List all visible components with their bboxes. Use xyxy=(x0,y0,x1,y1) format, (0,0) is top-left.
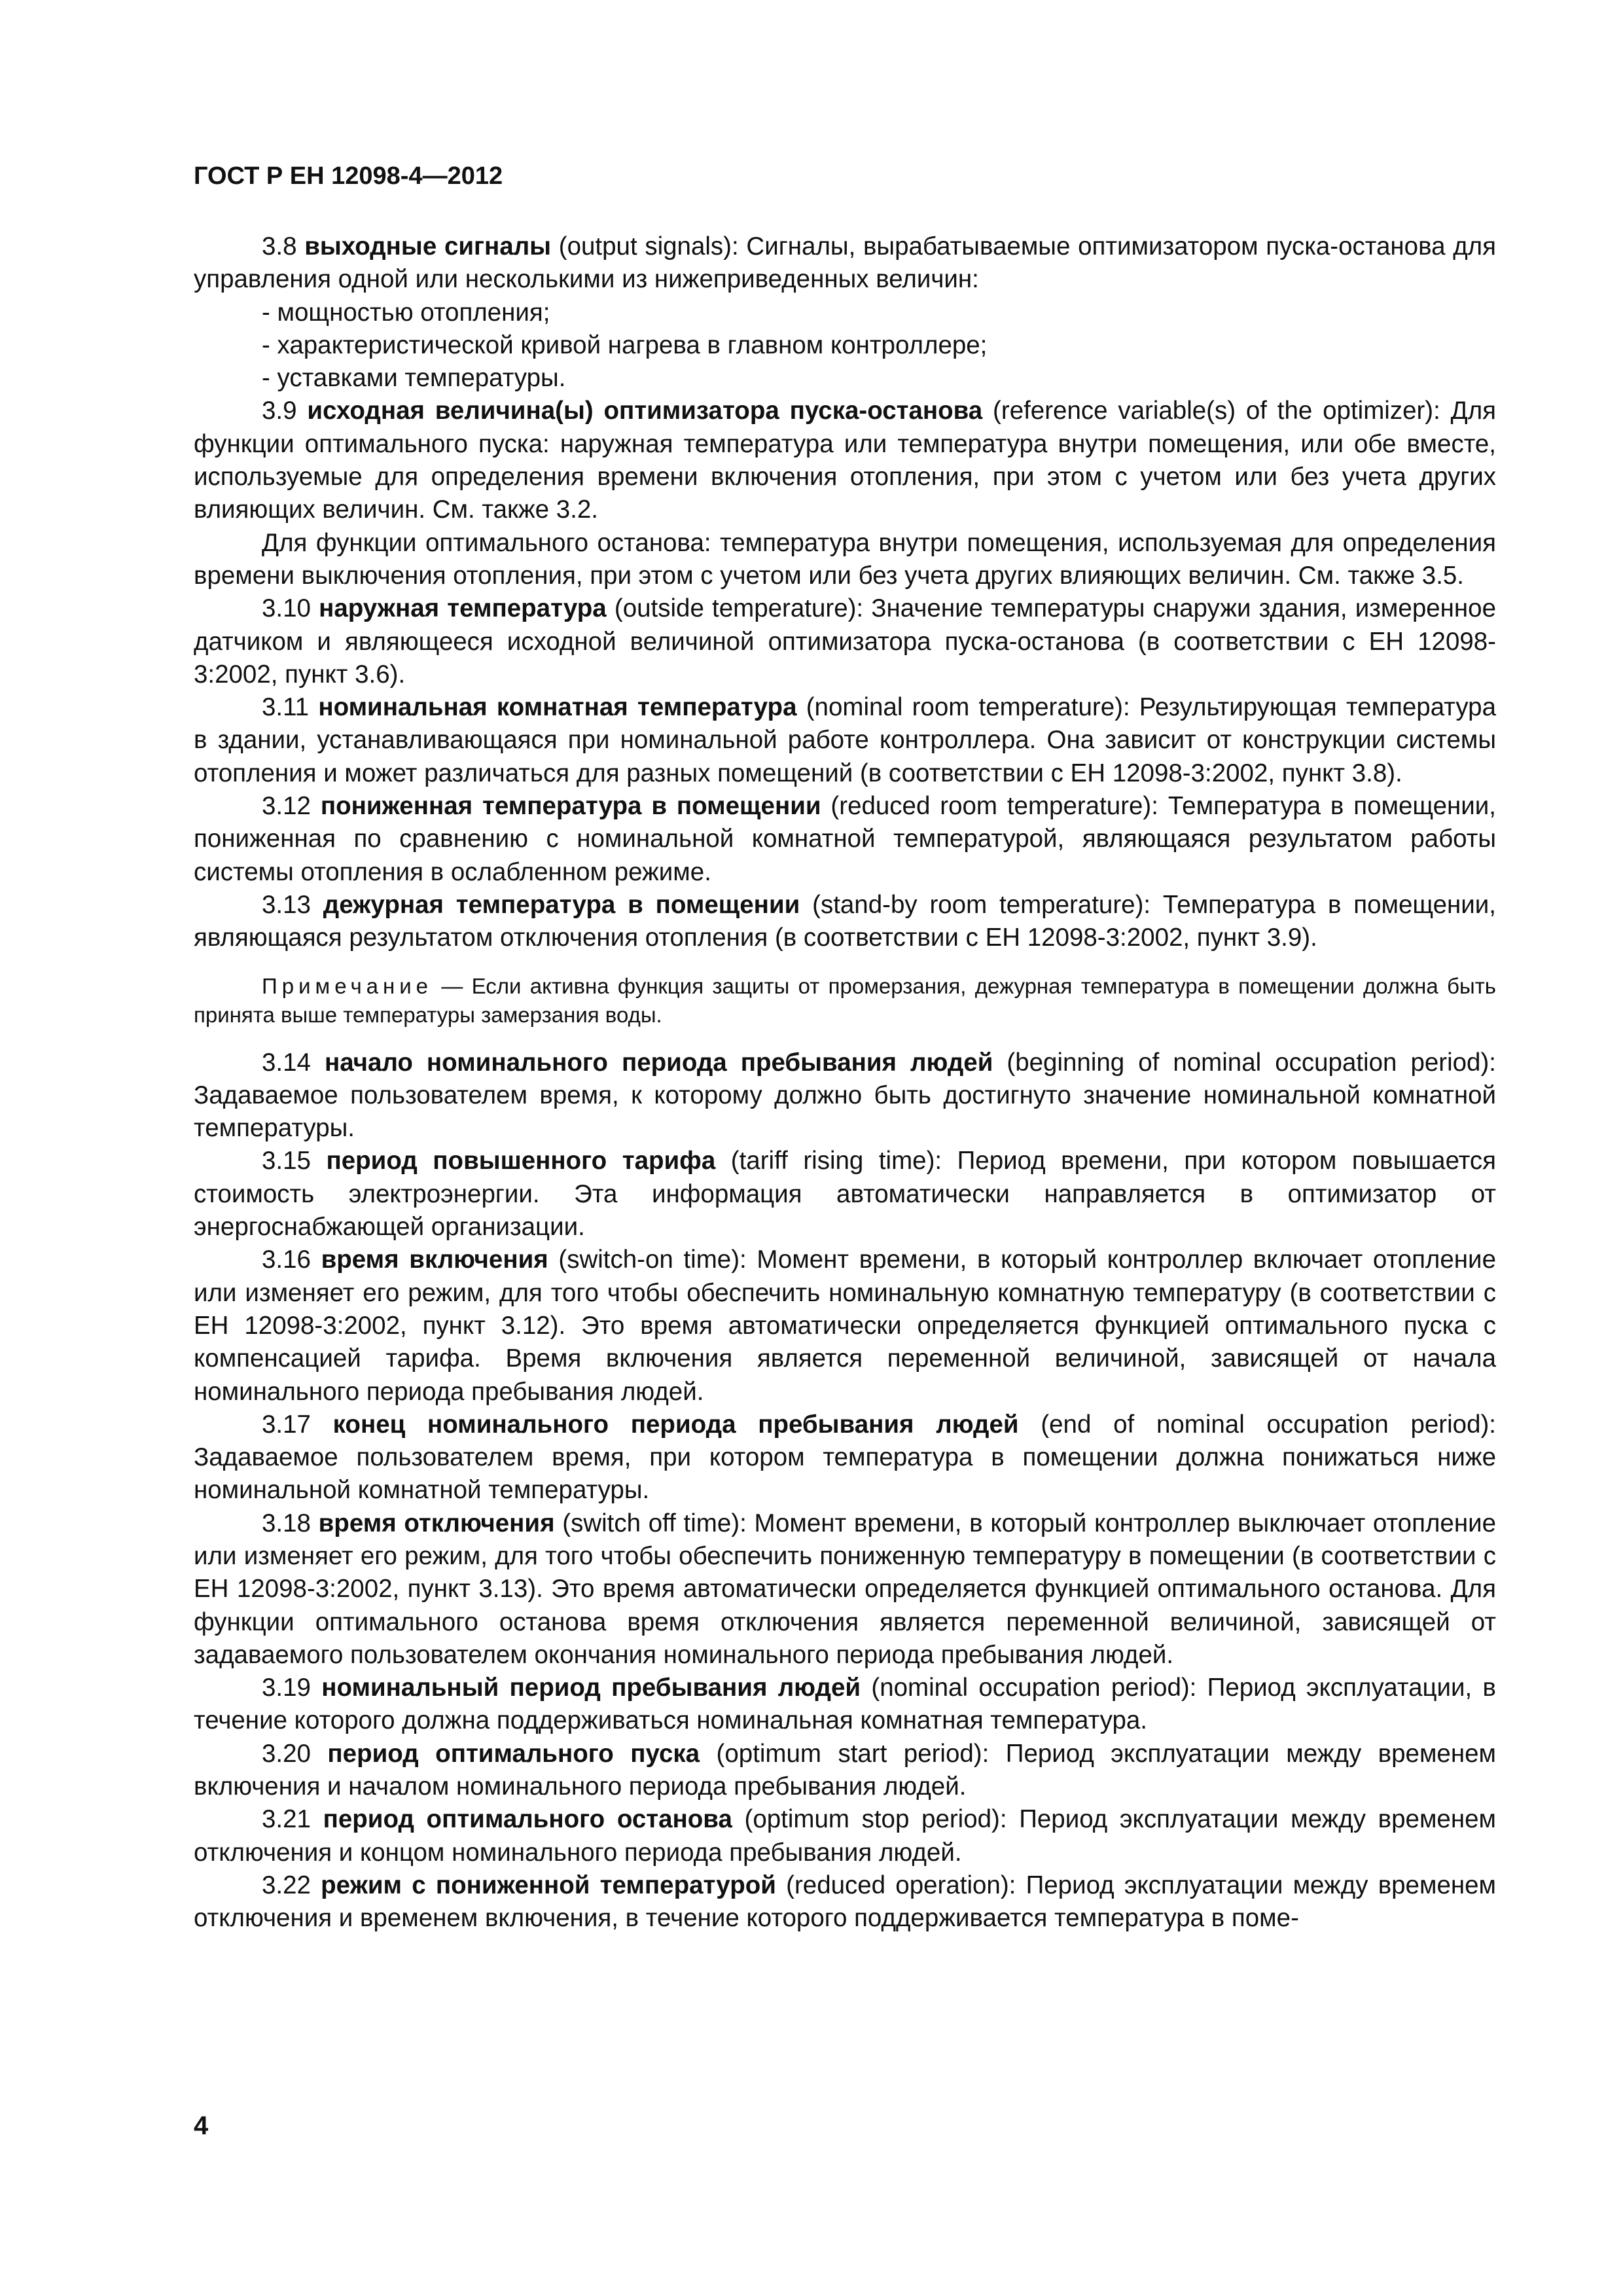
term-3-11 xyxy=(194,691,1496,790)
term-number: 3.18 xyxy=(262,1509,319,1537)
page-number: 4 xyxy=(194,2111,209,2140)
term-number: 3.19 xyxy=(262,1674,322,1702)
term-number: 3.12 xyxy=(262,792,321,821)
term-title: время отключения xyxy=(318,1509,555,1537)
term-definition: (reduced operation): Период эксплуатации между временем отключения и временем включения, в течение которого поддерживается температура в поме- xyxy=(194,1871,1496,1933)
term-number: 3.14 xyxy=(262,1048,325,1077)
term-definition: (reduced room temperature): Температура в помещении, пониженная по сравнению с номинальной комнатной температурой, являющаяся результатом работы системы отопления в ослабленном режиме. xyxy=(194,792,1496,886)
term-number: 3.10 xyxy=(262,594,319,623)
term-title: дежурная температура в помещении xyxy=(323,890,800,919)
term-number: 3.21 xyxy=(262,1805,323,1834)
term-definition: (stand-by room temperature): Температура в помещении, являющаяся результатом отключения отопления (в соответствии с ЕН 12098-3:2002, пункт 3.9). xyxy=(194,890,1496,952)
term-definition: (switch off time): Момент времени, в который контроллер выключает отопление или изменяет его режим, для того чтобы обеспечить пониженную температуру в помещении (в соответствии с ЕН 12098-3:2002, пункт 3.13). Это время автоматически определяется функцией оптимального останова. Для функции оптимального останова время отключения является переменной величиной, зависящей от задаваемого пользователем окончания номинального периода пребывания людей. xyxy=(194,1509,1496,1669)
note xyxy=(194,972,1496,1030)
term-title: конец номинального периода пребывания людей xyxy=(332,1410,1019,1439)
term-title: период оптимального пуска xyxy=(327,1739,700,1768)
term-3-17 xyxy=(194,1408,1496,1507)
term-3-16 xyxy=(194,1244,1496,1408)
term-title: номинальный период пребывания людей xyxy=(321,1674,861,1702)
term-title: выходные сигналы xyxy=(304,232,552,260)
term-title: наружная температура xyxy=(319,594,607,623)
term-definition: (switch-on time): Момент времени, в который контроллер включает отопление или изменяет его режим, для того чтобы обеспечить номинальную комнатную температуру (в соответствии с ЕН 12098-3:2002, пункт 3.12). Это время автоматически определяется функцией оптимального пуска с компенсацией тарифа. Время включения является переменной величиной, зависящей от начала номинального периода пребывания людей. xyxy=(194,1246,1496,1406)
term-title: режим с пониженной температурой xyxy=(321,1871,776,1899)
term-definition: (beginning of nominal occupation period): Задаваемое пользователем время, к которому должно быть достигнуто значение номинальной комнатной температуры. xyxy=(194,1048,1496,1143)
term-3-12 xyxy=(194,790,1496,889)
note-text: — Если активна функция защиты от промерзания, дежурная температура в помещении должна быть принята выше температуры замерзания воды. xyxy=(194,973,1496,1027)
term-title: пониженная температура в помещении xyxy=(320,792,821,821)
term-definition: (outside temperature): Значение температуры снаружи здания, измеренное датчиком и являющееся исходной величиной оптимизатора пуска-останова (в соответствии с ЕН 12098-3:2002, пункт 3.6). xyxy=(194,594,1496,689)
document-body xyxy=(194,230,1496,1935)
term-definition: (nominal occupation period): Период эксплуатации, в течение которого должна поддерживаться номинальная комнатная температура. xyxy=(194,1674,1496,1735)
list-item: - характеристической кривой нагрева в главном контроллере; xyxy=(262,331,988,359)
term-title: номинальная комнатная температура xyxy=(318,693,797,722)
term-number: 3.9 xyxy=(262,397,308,425)
term-number: 3.13 xyxy=(262,890,323,919)
term-title: исходная величина(ы) оптимизатора пуска-останова xyxy=(307,397,983,425)
list-item: - уставками температуры. xyxy=(262,364,566,393)
term-3-19 xyxy=(194,1672,1496,1738)
term-number: 3.17 xyxy=(262,1410,333,1439)
term-definition: (end of nominal occupation period): Задаваемое пользователем время, при котором температура в помещении должна понижаться ниже номинальной комнатной температуры. xyxy=(194,1410,1496,1505)
term-3-13 xyxy=(194,889,1496,955)
term-number: 3.22 xyxy=(262,1871,321,1899)
term-definition: (reference variable(s) of the optimizer): Для функции оптимального пуска: наружная температура или температура внутри помещения, или обе вместе, используемые для определения времени включения отопления, при этом с учетом или без учета других влияющих величин. См. также 3.2. xyxy=(194,397,1497,524)
term-number: 3.20 xyxy=(262,1739,328,1768)
term-3-21 xyxy=(194,1803,1496,1869)
document-header: ГОСТ Р ЕН 12098-4—2012 xyxy=(194,162,503,190)
term-number: 3.16 xyxy=(262,1246,321,1274)
term-3-9-continuation: Для функции оптимального останова: температура внутри помещения, используемая для определения времени выключения отопления, при этом с учетом или без учета других влияющих величин. См. также 3.5. xyxy=(194,528,1496,590)
term-3-15 xyxy=(194,1145,1496,1244)
list-item: - мощностью отопления; xyxy=(262,298,550,327)
term-definition: (output signals): Сигналы, вырабатываемые оптимизатором пуска-останова для управления одной или несколькими из нижеприведенных величин: xyxy=(194,232,1496,294)
note-label: Примечание xyxy=(262,973,433,998)
term-definition: (optimum start period): Период эксплуатации между временем включения и началом номинального периода пребывания людей. xyxy=(194,1739,1496,1801)
term-number: 3.8 xyxy=(262,232,305,260)
term-3-8 xyxy=(194,230,1496,296)
term-number: 3.11 xyxy=(262,693,319,722)
term-title: период оптимального останова xyxy=(323,1805,732,1834)
term-3-9 xyxy=(194,395,1496,526)
term-3-22 xyxy=(194,1869,1496,1935)
term-title: начало номинального периода пребывания людей xyxy=(324,1048,993,1077)
term-3-14 xyxy=(194,1047,1496,1145)
term-3-10 xyxy=(194,592,1496,691)
term-3-18 xyxy=(194,1507,1496,1672)
term-number: 3.15 xyxy=(262,1147,327,1175)
term-definition: (nominal room temperature): Результирующая температура в здании, устанавливающаяся при номинальной работе контроллера. Она зависит от конструкции системы отопления и может различаться для разных помещений (в соответствии с ЕН 12098-3:2002, пункт 3.8). xyxy=(194,693,1496,787)
term-3-20 xyxy=(194,1738,1496,1804)
term-title: время включения xyxy=(321,1246,548,1274)
term-definition: (tariff rising time): Период времени, при котором повышается стоимость электроэнергии. Эта информация автоматически направляется в оптимизатор от энергоснабжающей организации. xyxy=(194,1147,1496,1242)
term-definition: (optimum stop period): Период эксплуатации между временем отключения и концом номинального периода пребывания людей. xyxy=(194,1805,1496,1867)
term-title: период повышенного тарифа xyxy=(326,1147,716,1175)
